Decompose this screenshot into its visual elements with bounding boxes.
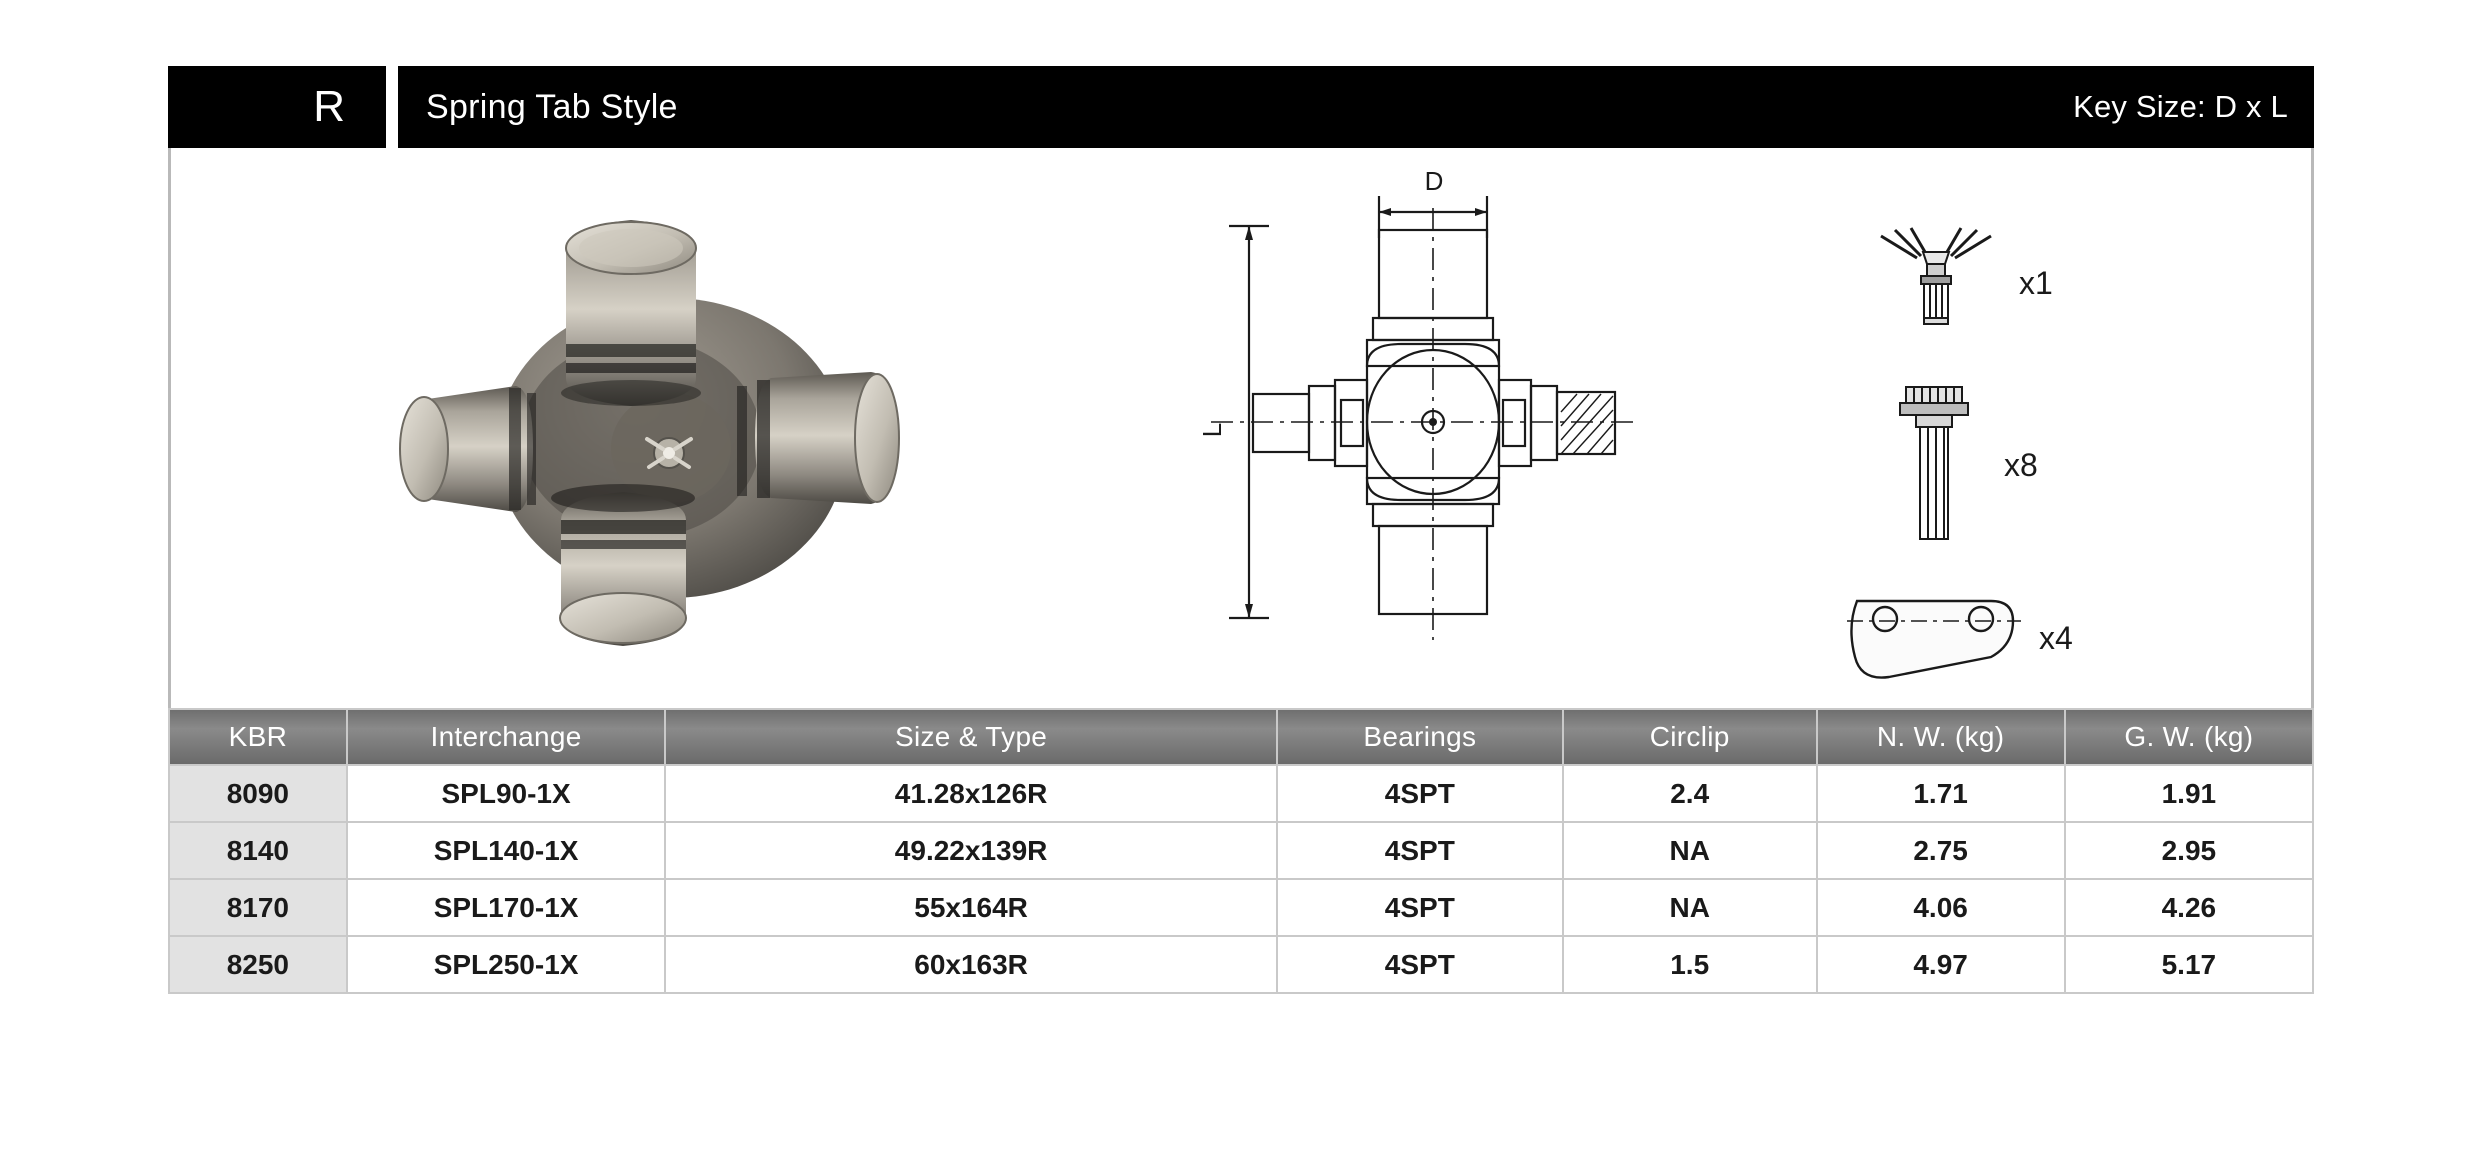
- cell-gross-weight: 5.17: [2065, 936, 2313, 993]
- grease-fitting-icon: [1861, 218, 2011, 348]
- cell-interchange: SPL90-1X: [347, 765, 666, 822]
- spec-table: [168, 708, 2314, 994]
- cell-bearings: 4SPT: [1277, 822, 1563, 879]
- product-spec-card: [168, 66, 2314, 1066]
- cell-size-type: 55x164R: [665, 879, 1276, 936]
- kit-item-grease-fitting: [1861, 218, 2053, 348]
- cell-kbr: 8140: [169, 822, 347, 879]
- card-header: [168, 66, 2314, 148]
- cell-circlip: NA: [1563, 822, 1817, 879]
- column-header-circlip: Circlip: [1563, 709, 1817, 765]
- kit-qty-label: x1: [2019, 264, 2053, 301]
- ujoint-photo: [171, 148, 1191, 708]
- cell-size-type: 60x163R: [665, 936, 1276, 993]
- table-row: [169, 879, 2313, 936]
- cell-size-type: 41.28x126R: [665, 765, 1276, 822]
- cell-interchange: SPL140-1X: [347, 822, 666, 879]
- table-row: [169, 765, 2313, 822]
- table-row: [169, 822, 2313, 879]
- kit-item-bolt: [1876, 373, 2038, 558]
- cell-interchange: SPL170-1X: [347, 879, 666, 936]
- cell-interchange: SPL250-1X: [347, 936, 666, 993]
- cell-circlip: 1.5: [1563, 936, 1817, 993]
- column-header-kbr: KBR: [169, 709, 347, 765]
- cell-kbr: 8170: [169, 879, 347, 936]
- cell-net-weight: 2.75: [1817, 822, 2065, 879]
- cell-net-weight: 4.97: [1817, 936, 2065, 993]
- svg-text:D: D: [1424, 166, 1444, 196]
- bolt-icon: [1876, 373, 1996, 558]
- column-header-bearings: Bearings: [1277, 709, 1563, 765]
- kit-contents: [1821, 158, 2291, 698]
- series-letter: R: [168, 66, 386, 148]
- cell-bearings: 4SPT: [1277, 936, 1563, 993]
- table-row: [169, 936, 2313, 993]
- cell-gross-weight: 4.26: [2065, 879, 2313, 936]
- header-main: [398, 66, 2314, 148]
- cell-net-weight: 4.06: [1817, 879, 2065, 936]
- strap-plate-icon: [1841, 583, 2031, 693]
- cell-size-type: 49.22x139R: [665, 822, 1276, 879]
- kit-qty-label: x4: [2039, 619, 2073, 656]
- cell-gross-weight: 1.91: [2065, 765, 2313, 822]
- kit-item-strap-plate: [1841, 583, 2073, 693]
- column-header-interchange: Interchange: [347, 709, 666, 765]
- column-header-size-type: Size & Type: [665, 709, 1276, 765]
- table-header-row: [169, 709, 2313, 765]
- figure-area: [168, 148, 2314, 708]
- technical-drawing: [1191, 148, 1791, 708]
- cell-kbr: 8090: [169, 765, 347, 822]
- cell-net-weight: 1.71: [1817, 765, 2065, 822]
- kit-qty-label: x8: [2004, 447, 2038, 483]
- header-divider: [386, 66, 398, 148]
- column-header-net-weight: N. W. (kg): [1817, 709, 2065, 765]
- svg-text:L: L: [1197, 422, 1227, 438]
- page-title: Spring Tab Style: [426, 87, 678, 126]
- cell-gross-weight: 2.95: [2065, 822, 2313, 879]
- cell-circlip: 2.4: [1563, 765, 1817, 822]
- cell-circlip: NA: [1563, 879, 1817, 936]
- column-header-gross-weight: G. W. (kg): [2065, 709, 2313, 765]
- key-size-label: Key Size: D x L: [2073, 89, 2288, 124]
- cell-bearings: 4SPT: [1277, 879, 1563, 936]
- cell-bearings: 4SPT: [1277, 765, 1563, 822]
- cell-kbr: 8250: [169, 936, 347, 993]
